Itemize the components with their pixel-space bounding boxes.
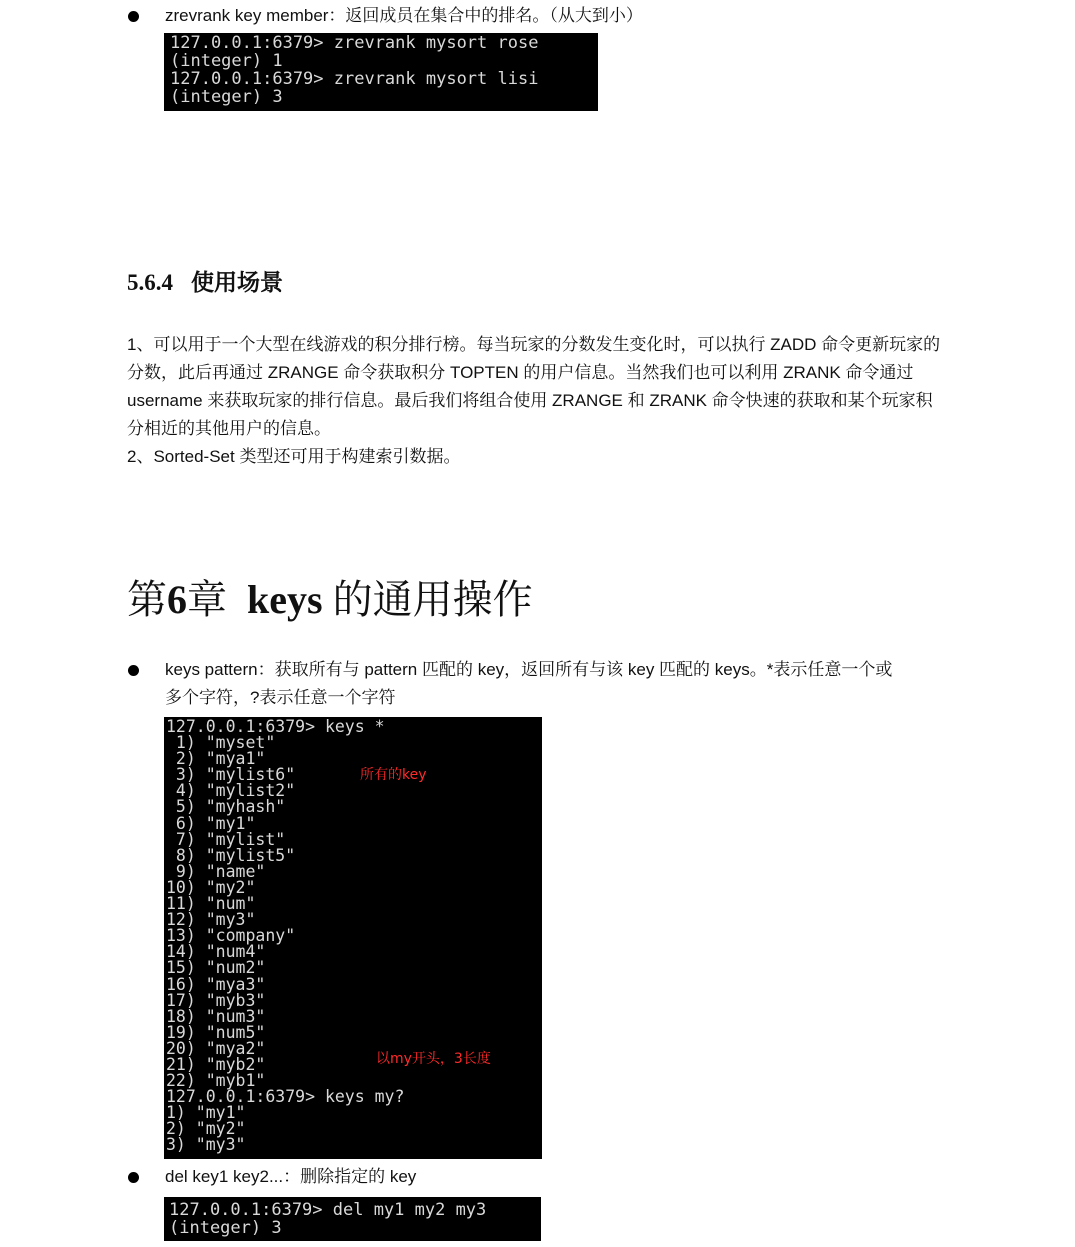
terminal-zrevrank-line: 127.0.0.1:6379> zrevrank mysort lisi [170, 69, 539, 89]
terminal-keys-line: 12) "my3" [166, 910, 256, 930]
chapter-keyword: keys [247, 577, 323, 622]
chapter-number: 6 [167, 577, 187, 622]
terminal-keys-line: 2) "my2" [166, 1119, 246, 1139]
terminal-keys-line: 22) "myb1" [166, 1071, 266, 1091]
terminal-keys-line: 20) "mya2" [166, 1038, 266, 1058]
terminal-keys-line: 13) "company" [166, 926, 296, 946]
terminal-keys-line: 21) "myb2" [166, 1054, 266, 1074]
terminal-keys-line: 14) "num4" [166, 942, 266, 962]
terminal-keys-line: 11) "num" [166, 894, 256, 914]
terminal-keys-line: 9) "name" [166, 861, 266, 881]
terminal-keys-line: 7) "mylist" [166, 829, 286, 849]
annotation-all-keys: 所有的key [360, 767, 427, 783]
paragraph-index: 2、Sorted-Set 类型还可用于构建索引数据。 [127, 447, 461, 466]
keys-pattern-description-line1: keys pattern：获取所有与 pattern 匹配的 key，返回所有与该 key 匹配的 keys。*表示任意一个或 [165, 660, 893, 679]
terminal-keys-line: 2) "mya1" [166, 749, 266, 769]
terminal-zrevrank-line: 127.0.0.1:6379> zrevrank mysort rose [170, 33, 539, 53]
terminal-keys-line: 127.0.0.1:6379> keys * [166, 717, 385, 736]
terminal-del-line: 127.0.0.1:6379> del my1 my2 my3 [169, 1200, 487, 1220]
terminal-keys-line: 10) "my2" [166, 877, 256, 897]
chapter-mid: 章 [187, 577, 227, 622]
terminal-keys-line: 3) "my3" [166, 1135, 246, 1155]
section-title: 使用场景 [191, 270, 283, 295]
terminal-keys-line: 16) "mya3" [166, 974, 266, 994]
terminal-del [164, 1197, 541, 1241]
chapter-prefix: 第 [127, 577, 167, 622]
chapter-suffix: 的通用操作 [332, 577, 533, 622]
terminal-keys-line: 4) "mylist2" [166, 781, 296, 801]
terminal-del-line: (integer) 3 [169, 1218, 282, 1238]
section-heading [127, 264, 283, 297]
terminal-keys-line: 15) "num2" [166, 958, 266, 978]
terminal-keys-line: 1) "my1" [166, 1103, 246, 1123]
section-number: 5.6.4 [127, 270, 173, 295]
paragraph-leaderboard: 1、可以用于一个大型在线游戏的积分排行榜。每当玩家的分数发生变化时，可以执行 ZADD 命令更新玩家的分数，此后再通过 ZRANGE 命令获取积分 TOPTEN 的用户信息。当然我们也可以利用 ZRANK 命令通过 username 来获取玩家的排行信息。最后我们将组合使用 ZRANGE 和 ZRANK 命令快速的获取和某个玩家积分相近的其他用户的信息。 [127, 335, 941, 438]
terminal-zrevrank-line: (integer) 1 [170, 51, 283, 71]
section-body [127, 331, 947, 471]
terminal-keys-line: 8) "mylist5" [166, 845, 296, 865]
zrevrank-description: zrevrank key member：返回成员在集合中的排名。（从大到小） [165, 6, 643, 25]
bullet-keys-pattern [128, 665, 139, 676]
terminal-zrevrank-line: (integer) 3 [170, 87, 283, 107]
terminal-keys-line: 5) "myhash" [166, 797, 286, 817]
terminal-keys-line: 18) "num3" [166, 1006, 266, 1026]
terminal-keys-line: 3) "mylist6" [166, 765, 296, 785]
terminal-keys-line: 6) "my1" [166, 813, 256, 833]
terminal-keys-line: 127.0.0.1:6379> keys my? [166, 1087, 405, 1107]
terminal-keys-line: 17) "myb3" [166, 990, 266, 1010]
bullet-zrevrank [128, 11, 139, 22]
terminal-zrevrank [164, 33, 598, 111]
terminal-keys [164, 717, 542, 1159]
annotation-my-prefix: 以my开头，3长度 [376, 1051, 491, 1067]
chapter-heading [127, 568, 533, 625]
keys-pattern-description-line2: 多个字符，?表示任意一个字符 [165, 688, 396, 707]
bullet-del [128, 1172, 139, 1183]
terminal-keys-line: 19) "num5" [166, 1022, 266, 1042]
del-description: del key1 key2...：删除指定的 key [165, 1167, 417, 1186]
terminal-keys-line: 1) "myset" [166, 733, 276, 753]
